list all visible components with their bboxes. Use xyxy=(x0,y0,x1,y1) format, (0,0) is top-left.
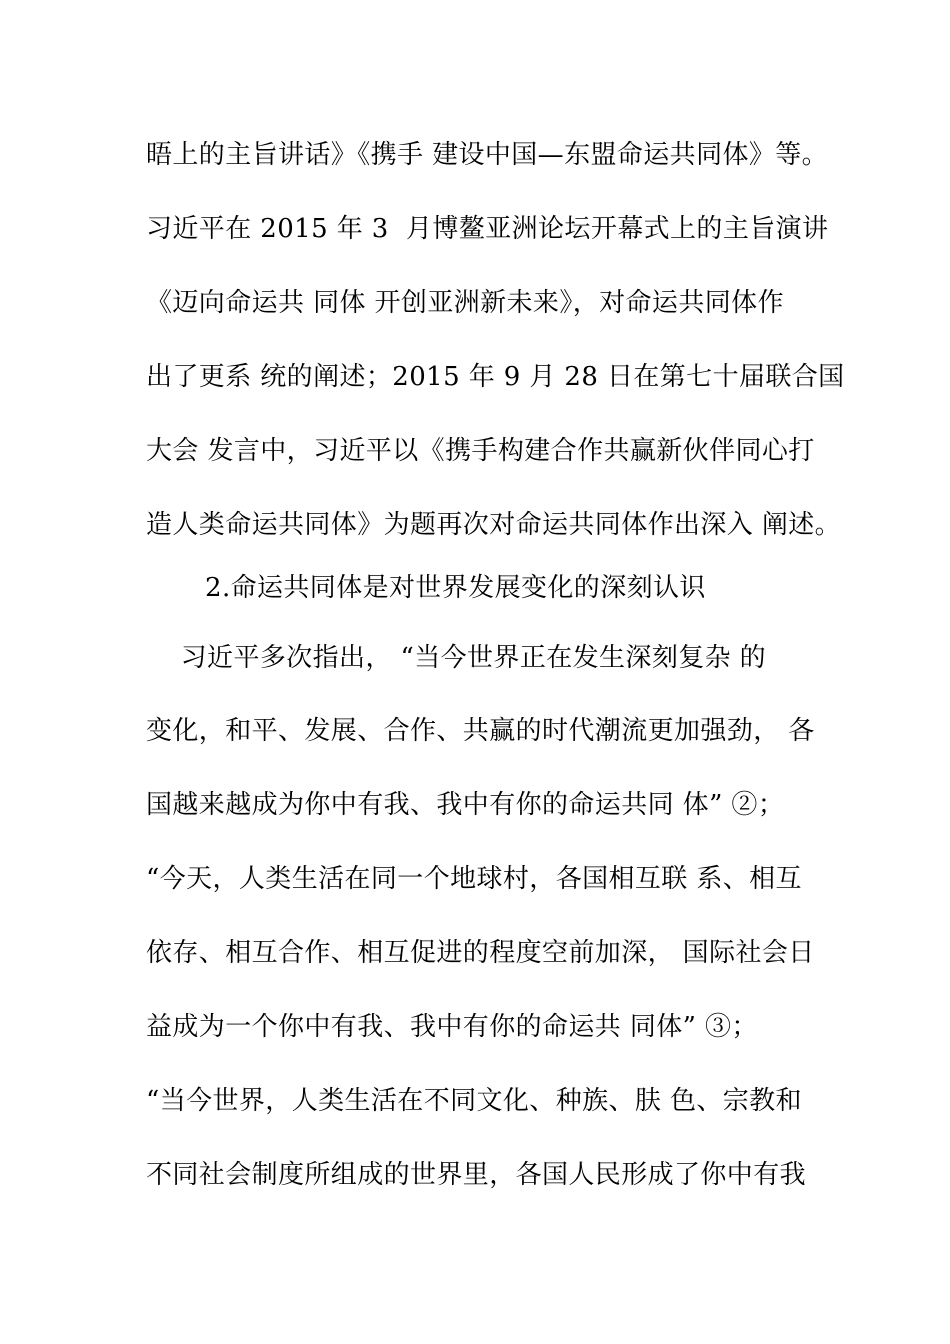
paragraph-line: 国越来越成为你中有我、我中有你的命运共同 体” ②； xyxy=(146,790,785,820)
text-line: 晤上的主旨讲话》《携手 建设中国—东盟命运共同体》等。 xyxy=(146,140,829,170)
text-line: 造人类命运共同体》为题再次对命运共同体作出深入 阐述。 xyxy=(146,510,842,540)
text-line: 习近平在 2015 年 3 月博鳌亚洲论坛开幕式上的主旨演讲 xyxy=(146,214,829,244)
paragraph-line: “今天，人类生活在同一个地球村，各国相互联 系、相互 xyxy=(146,864,802,894)
text-line: 大会 发言中，习近平以《携手构建合作共赢新伙伴同心打 xyxy=(146,436,815,466)
paragraph-line: “当今世界，人类生活在不同文化、种族、肤 色、宗教和 xyxy=(146,1086,802,1116)
paragraph-line: 益成为一个你中有我、我中有你的命运共 同体” ③； xyxy=(146,1012,758,1042)
paragraph-line: 不同社会制度所组成的世界里，各国人民形成了你中有我 xyxy=(146,1160,807,1190)
text-line: 出了更系 统的阐述；2015 年 9 月 28 日在第七十届联合国 xyxy=(146,362,845,392)
paragraph-line: 依存、相互合作、相互促进的程度空前加深， 国际社会日 xyxy=(146,938,815,968)
paragraph-line: 变化，和平、发展、合作、共赢的时代潮流更加强劲， 各 xyxy=(146,716,815,746)
text-line: 《迈向命运共 同体 开创亚洲新未来》，对命运共同体作 xyxy=(146,288,784,318)
paragraph-line: 习近平多次指出， “当今世界正在发生深刻复杂 的 xyxy=(146,643,767,673)
section-heading: 2.命运共同体是对世界发展变化的深刻认识 xyxy=(205,573,706,603)
